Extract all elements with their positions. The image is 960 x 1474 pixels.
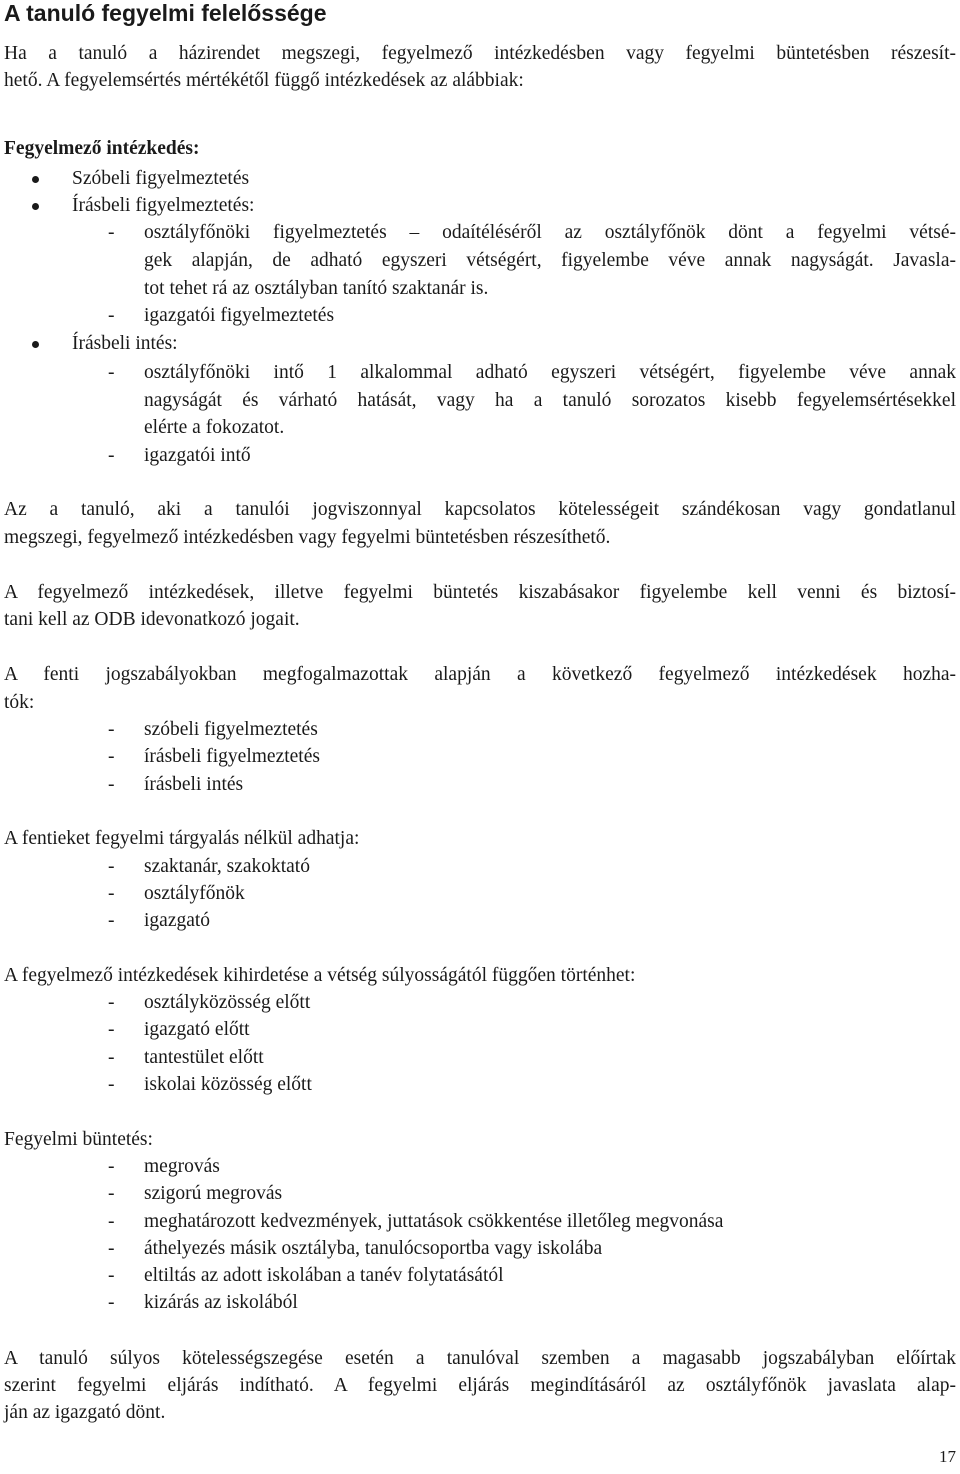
list-item: kizárás az iskolából — [144, 1292, 298, 1313]
dash-marker: - — [108, 1047, 115, 1068]
para4: A fentieket fegyelmi tárgyalás nélkül adhatja: — [4, 828, 360, 849]
measures-heading: Fegyelmező intézkedés: — [4, 138, 200, 159]
intro-line-1: Ha a tanuló a házirendet megszegi, fegyelmező intézkedésben vagy fegyelmi büntetésben részesít- — [4, 43, 956, 64]
b3-dash2: igazgatói intő — [144, 445, 251, 466]
list-item: szigorú megrovás — [144, 1183, 283, 1204]
dash-marker: - — [108, 1238, 115, 1259]
list-item: iskolai közösség előtt — [144, 1074, 312, 1095]
list-item: igazgató előtt — [144, 1019, 250, 1040]
bullet-dot-icon — [32, 341, 39, 348]
list-item: osztályfőnök — [144, 883, 245, 904]
para2-line-2: tani kell az ODB idevonatkozó jogait. — [4, 609, 300, 630]
list-item: tantestület előtt — [144, 1047, 264, 1068]
dash-marker: - — [108, 992, 115, 1013]
b3-dash1-line-3: elérte a fokozatot. — [144, 417, 285, 438]
dash-marker: - — [108, 883, 115, 904]
list-item: szaktanár, szakoktató — [144, 856, 310, 877]
dash-marker: - — [108, 1019, 115, 1040]
list-item: meghatározott kedvezmények, juttatások csökkentése illetőleg megvonása — [144, 1211, 724, 1232]
b2-dash2: igazgatói figyelmeztetés — [144, 305, 335, 326]
list-item: eltiltás az adott iskolában a tanév folytatásától — [144, 1265, 504, 1286]
dash-marker: - — [108, 305, 115, 326]
para1-line-1: Az a tanuló, aki a tanulói jogviszonnyal kapcsolatos kötelességeit szándékosan vagy gondatlanul — [4, 499, 956, 520]
b2-dash1-line-3: tot tehet rá az osztályban tanító szaktanár is. — [144, 278, 489, 299]
para5: A fegyelmező intézkedések kihirdetése a vétség súlyosságától függően történhet: — [4, 965, 636, 986]
list-item: írásbeli figyelmeztetés — [144, 746, 320, 767]
dash-marker: - — [108, 222, 115, 243]
penalty-heading: Fegyelmi büntetés: — [4, 1129, 153, 1150]
page-title: A tanuló fegyelmi felelőssége — [4, 0, 327, 26]
dash-marker: - — [108, 362, 115, 383]
dash-marker: - — [108, 445, 115, 466]
b3-dash1-line-2: nagyságát és várható hatását, vagy ha a tanuló sorozatos kisebb fegyelemsértésekkel — [144, 390, 956, 411]
dash-marker: - — [108, 856, 115, 877]
dash-marker: - — [108, 1211, 115, 1232]
dash-marker: - — [108, 774, 115, 795]
bullet-item-written-reprimand: Írásbeli intés: — [72, 333, 178, 354]
bullet-item-written-warning: Írásbeli figyelmeztetés: — [72, 195, 255, 216]
final-line-2: szerint fegyelmi eljárás indítható. A fegyelmi eljárás megindításáról az osztályfőnök javaslata alap- — [4, 1375, 956, 1396]
b2-dash1-line-1: osztályfőnöki figyelmeztetés – odaítéléséről az osztályfőnök dönt a fegyelmi vétsé- — [144, 222, 956, 243]
dash-marker: - — [108, 910, 115, 931]
page-number: 17 — [939, 1447, 956, 1466]
dash-marker: - — [108, 1156, 115, 1177]
para2-line-1: A fegyelmező intézkedések, illetve fegyelmi büntetés kiszabásakor figyelembe kell venni és biztosí- — [4, 582, 956, 603]
para3-line-2: tók: — [4, 692, 35, 713]
dash-marker: - — [108, 1074, 115, 1095]
para1-line-2: megszegi, fegyelmező intézkedésben vagy fegyelmi büntetésben részesíthető. — [4, 527, 611, 548]
dash-marker: - — [108, 719, 115, 740]
para3-line-1: A fenti jogszabályokban megfogalmazottak alapján a következő fegyelmező intézkedések hozha- — [4, 664, 956, 685]
list-item: írásbeli intés — [144, 774, 244, 795]
list-item: igazgató — [144, 910, 211, 931]
intro-line-2: hető. A fegyelemsértés mértékétől függő intézkedések az alábbiak: — [4, 70, 524, 91]
bullet-item-oral-warning: Szóbeli figyelmeztetés — [72, 168, 250, 189]
list-item: áthelyezés másik osztályba, tanulócsoportba vagy iskolába — [144, 1238, 603, 1259]
list-item: osztályközösség előtt — [144, 992, 311, 1013]
bullet-dot-icon — [32, 203, 39, 210]
dash-marker: - — [108, 1292, 115, 1313]
bullet-dot-icon — [32, 176, 39, 183]
final-line-3: ján az igazgató dönt. — [4, 1402, 166, 1423]
dash-marker: - — [108, 746, 115, 767]
list-item: megrovás — [144, 1156, 220, 1177]
list-item: szóbeli figyelmeztetés — [144, 719, 318, 740]
b2-dash1-line-2: gek alapján, de adható egyszeri vétségért, figyelembe véve annak nagyságát. Javasla- — [144, 250, 956, 271]
dash-marker: - — [108, 1265, 115, 1286]
dash-marker: - — [108, 1183, 115, 1204]
final-line-1: A tanuló súlyos kötelességszegése esetén a tanulóval szemben a magasabb jogszabályban előírtak — [4, 1348, 956, 1369]
b3-dash1-line-1: osztályfőnöki intő 1 alkalommal adható egyszeri vétségért, figyelembe véve annak — [144, 362, 956, 383]
